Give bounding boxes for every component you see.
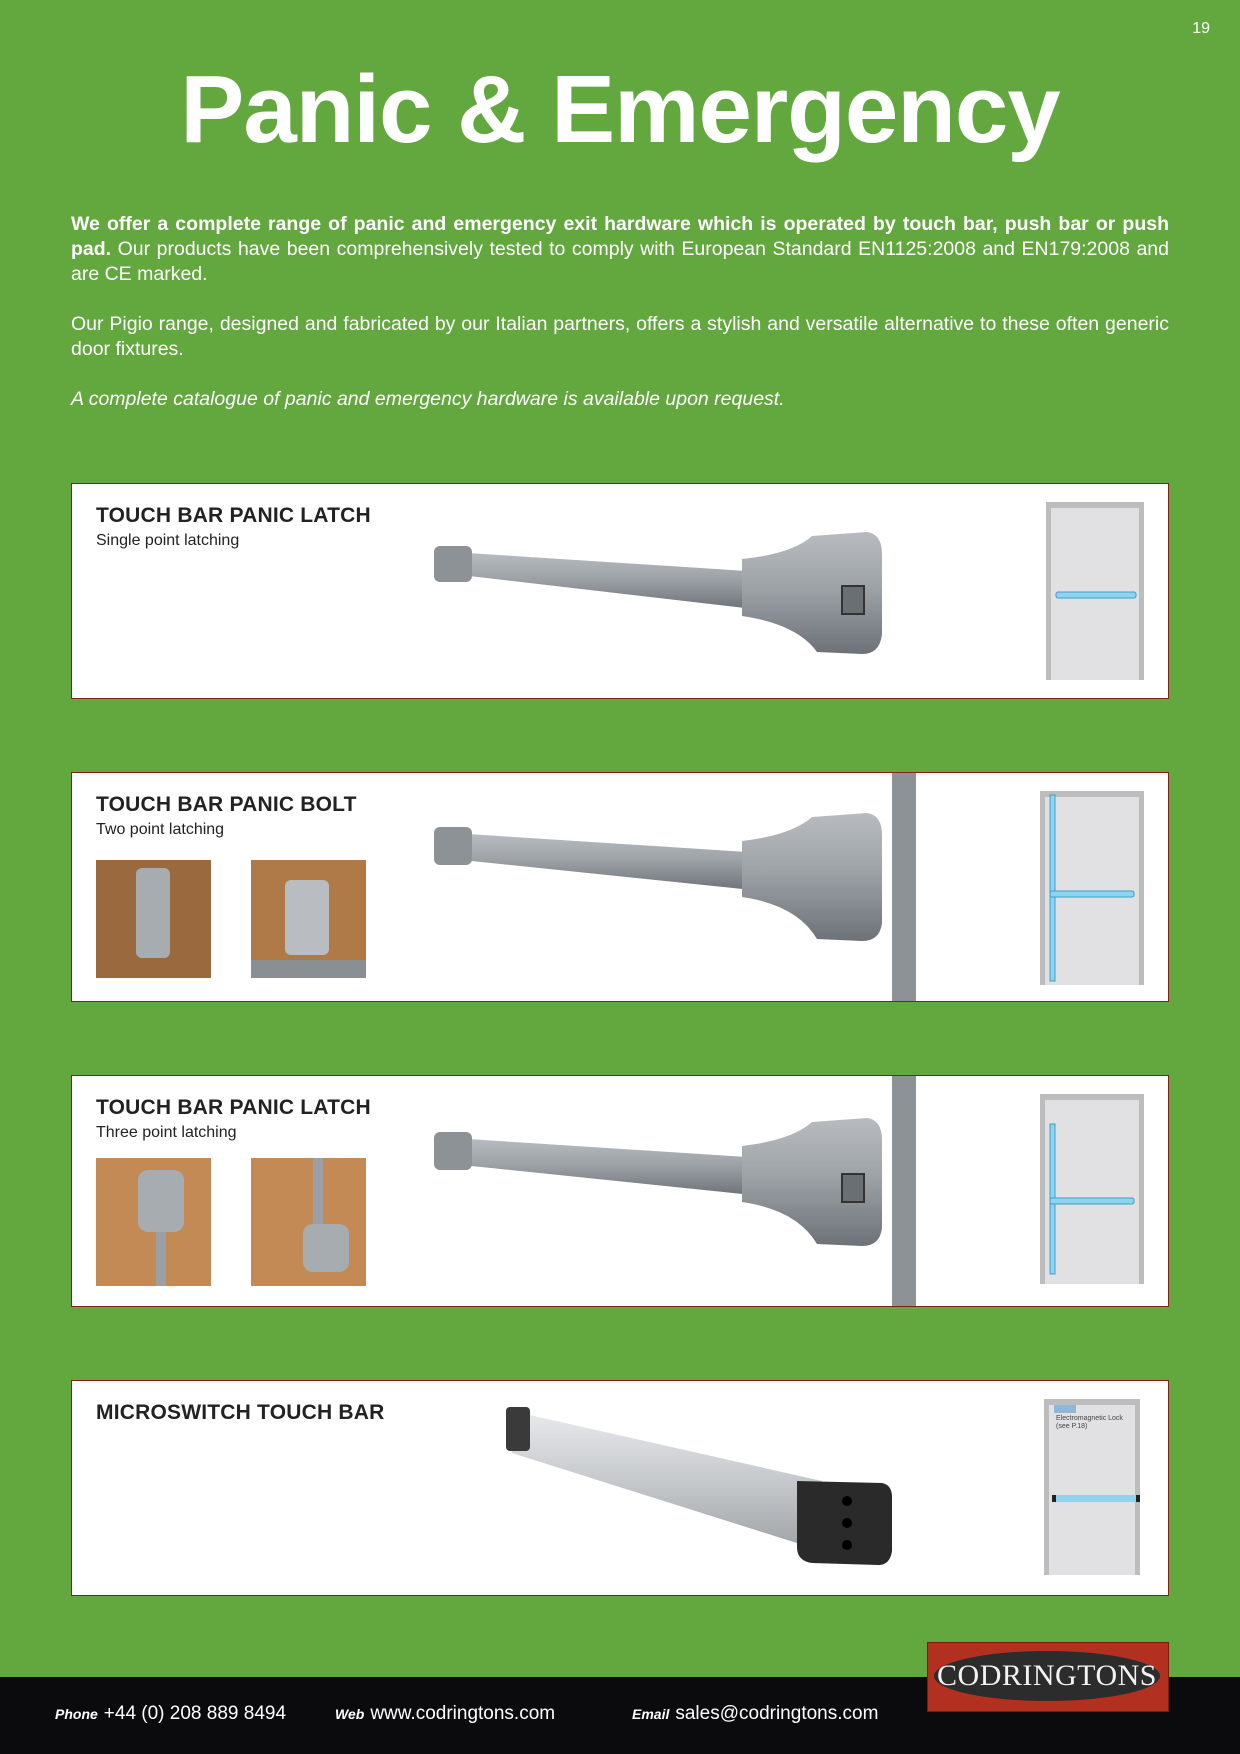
intro-lead: We offer a complete range of panic and emergency exit hardware which is operated by touch bar, push bar or push pad.	[71, 213, 1169, 260]
product-card-microswitch-touch-bar	[71, 1380, 1169, 1596]
door-diagram-icon	[1046, 502, 1144, 680]
web-link[interactable]: www.codringtons.com	[370, 1703, 556, 1724]
touch-bar-image	[412, 524, 932, 664]
product-card-touch-bar-latch-single	[71, 483, 1169, 699]
phone-label: Phone	[55, 1706, 98, 1722]
footer-web	[335, 1703, 555, 1725]
product-subtitle: Single point latching	[96, 532, 240, 549]
latch-detail-photo	[96, 1158, 211, 1286]
product-subtitle: Three point latching	[96, 1124, 237, 1141]
product-title: TOUCH BAR PANIC LATCH	[96, 1096, 371, 1119]
intro-paragraph-3: A complete catalogue of panic and emergency hardware is available upon request.	[71, 388, 785, 410]
product-card-touch-bar-latch-three	[71, 1075, 1169, 1307]
touch-bar-three-point-image	[412, 1076, 932, 1306]
email-label: Email	[632, 1706, 670, 1722]
product-subtitle: Two point latching	[96, 821, 225, 838]
intro-paragraph-2: Our Pigio range, designed and fabricated by our Italian partners, offers a stylish and versatile alternative to these often generic door fixtures.	[71, 313, 1169, 360]
product-title: TOUCH BAR PANIC BOLT	[96, 793, 357, 816]
bolt-detail-photo	[96, 860, 211, 978]
product-title: TOUCH BAR PANIC LATCH	[96, 504, 371, 527]
diagram-label: Electromagnetic Lock (see P.18)	[1056, 1415, 1123, 1430]
page-title: Panic & Emergency	[180, 56, 1060, 163]
company-logo	[927, 1642, 1169, 1712]
page-number: 19	[1192, 20, 1210, 37]
microswitch-bar-image	[492, 1401, 922, 1581]
product-title: MICROSWITCH TOUCH BAR	[96, 1401, 385, 1424]
footer-phone	[55, 1703, 286, 1725]
web-label: Web	[335, 1706, 365, 1722]
door-diagram-icon	[1040, 791, 1144, 985]
touch-bar-bolt-image	[412, 773, 932, 1001]
door-diagram-icon	[1044, 1399, 1140, 1575]
phone-number[interactable]: +44 (0) 208 889 8494	[103, 1703, 287, 1724]
logo-text: CODRINGTONS	[934, 1651, 1160, 1701]
bolt-floor-photo	[251, 860, 366, 978]
latch-rod-photo	[251, 1158, 366, 1286]
door-diagram-icon	[1040, 1094, 1144, 1284]
intro-paragraph-1	[71, 212, 1169, 287]
intro-text	[71, 212, 1169, 437]
product-card-touch-bar-bolt	[71, 772, 1169, 1002]
intro-body: Our products have been comprehensively tested to comply with European Standard EN1125:2008 and EN179:2008 and are CE marked.	[71, 238, 1169, 285]
email-link[interactable]: sales@codringtons.com	[675, 1703, 879, 1724]
footer-email	[632, 1703, 878, 1725]
